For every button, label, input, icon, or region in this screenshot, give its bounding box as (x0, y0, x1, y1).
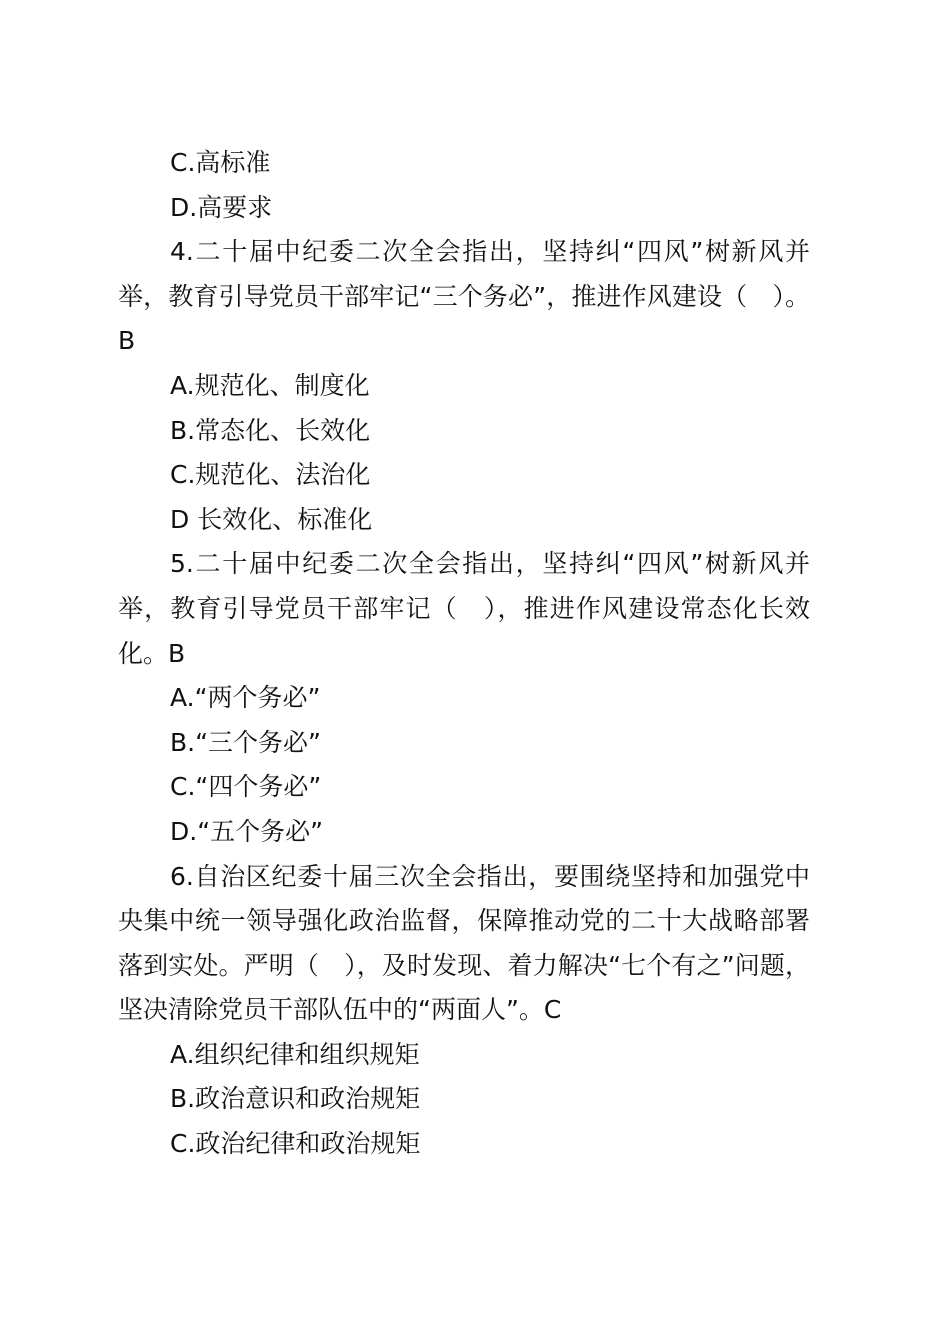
question-6-option-c: C.政治纪律和政治规矩 (170, 1129, 421, 1159)
question-4-option-a: A.规范化、制度化 (170, 370, 370, 400)
question-6-stem: 6.自治区纪委十届三次全会指出，要围绕坚持和加强党中央集中统一领导强化政治监督，保障推动党的二十大战略部署落到实处。严明（ ），及时发现、着力解决“七个有之”问题，坚决清除党员干部队伍中的“两面人”。C (118, 861, 810, 1025)
option-c-line: C.高标准 (170, 148, 271, 177)
question-5-option-a: A.“两个务必” (170, 683, 321, 713)
option-d-line: D.高要求 (170, 192, 273, 222)
question-5-option-b: B.“三个务必” (170, 727, 322, 757)
question-5-option-c: C.“四个务必” (170, 772, 322, 802)
question-4-option-c: C.规范化、法治化 (170, 460, 371, 490)
document-body (118, 141, 810, 1167)
question-6-option-b: B.政治意识和政治规矩 (170, 1084, 421, 1114)
question-4-option-d: D 长效化、标准化 (170, 504, 373, 534)
question-6-option-a: A.组织纪律和组织规矩 (170, 1039, 420, 1069)
question-5-option-d: D.“五个务必” (170, 816, 324, 846)
question-5-stem: 5.二十届中纪委二次全会指出，坚持纠“四风”树新风并举，教育引导党员干部牢记（ ），推进作风建设常态化长效化。B (118, 549, 810, 668)
question-4-option-b: B.常态化、长效化 (170, 415, 371, 445)
question-4-stem: 4.二十届中纪委二次全会指出，坚持纠“四风”树新风并举，教育引导党员干部牢记“三个务必”，推进作风建设（ ）。B (118, 237, 810, 356)
